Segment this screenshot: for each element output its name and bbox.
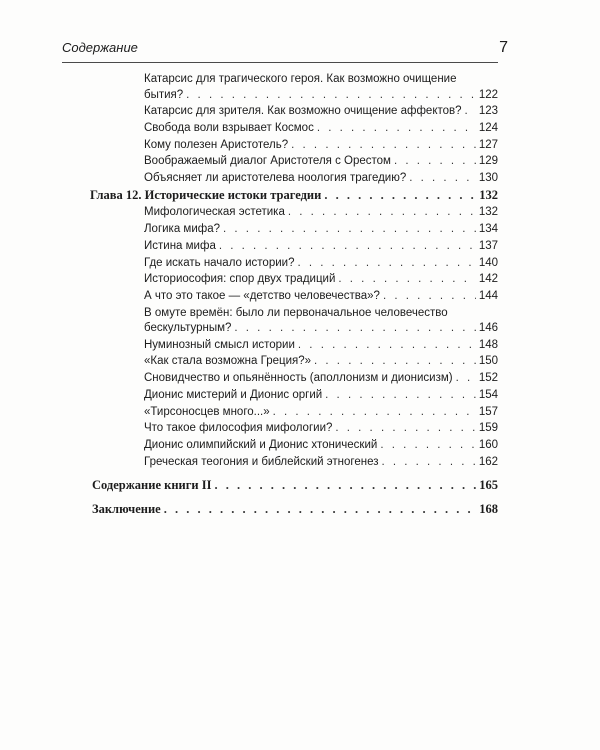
- toc-entry-title: Мифологическая эстетика: [144, 206, 285, 219]
- toc-entry-page: 157: [478, 405, 498, 418]
- toc-entry-page: 162: [478, 455, 498, 468]
- toc-entry-page: 165: [479, 478, 498, 493]
- running-title: Содержание: [62, 40, 138, 55]
- toc-entry-page: 123: [478, 105, 498, 118]
- dot-leader: [214, 478, 476, 494]
- toc-chapter-entry: [90, 188, 498, 204]
- toc-entry: [144, 306, 498, 337]
- table-of-contents: [90, 72, 498, 520]
- toc-entry: [144, 438, 498, 454]
- toc-entry: [144, 239, 498, 255]
- toc-entry-title: Греческая теогония и библейский этногенез: [144, 455, 379, 468]
- toc-entry: [144, 154, 498, 170]
- toc-entry: [144, 289, 498, 305]
- toc-entry-page: 150: [478, 355, 498, 368]
- toc-entry: [144, 256, 498, 272]
- toc-entry-title: Дионис мистерий и Дионис оргий: [144, 388, 323, 401]
- toc-entry-page: 142: [478, 273, 498, 286]
- toc-entry-title: Что такое философия мифологии?: [144, 422, 333, 435]
- toc-entry-title: «Тирсоносцев много...»: [144, 405, 270, 418]
- toc-entry: [144, 205, 498, 221]
- toc-entry-page: 146: [478, 322, 498, 335]
- toc-entry-title: Кому полезен Аристотель?: [144, 138, 289, 151]
- toc-section-entry: [92, 478, 498, 494]
- toc-entry-title: Сновидчество и опьянённость (аполлонизм и дионисизм): [144, 372, 453, 385]
- toc-entry-title: Логика мифа?: [144, 223, 221, 236]
- toc-entry-title: Историософия: спор двух традиций: [144, 273, 336, 286]
- toc-entry-title: Катарсис для зрителя. Как возможно очищение аффектов?: [144, 105, 462, 118]
- toc-entry-page: 132: [478, 206, 498, 219]
- toc-entry-page: 144: [478, 289, 498, 302]
- toc-entry-page: 127: [478, 138, 498, 151]
- toc-entry-title: Нуминозный смысл истории: [144, 338, 295, 351]
- toc-entry-title: «Как стала возможна Греция?»: [144, 355, 312, 368]
- toc-entry-title: Свобода воли взрывает Космос: [144, 121, 314, 134]
- dot-leader: [456, 371, 476, 387]
- toc-entry-page: 122: [478, 88, 498, 101]
- header-rule: [62, 62, 498, 63]
- dot-leader: [317, 121, 476, 137]
- toc-entry-page: 134: [478, 223, 498, 236]
- dot-leader: [383, 289, 476, 305]
- toc-entry: [144, 338, 498, 354]
- toc-entry: [144, 72, 498, 103]
- toc-entry-page: 159: [478, 422, 498, 435]
- dot-leader: [298, 338, 476, 354]
- toc-entry-page: 140: [478, 256, 498, 269]
- toc-entry-page: 132: [479, 188, 498, 203]
- toc-entry: [144, 354, 498, 370]
- toc-entry-title: Глава 12. Исторические истоки трагедии: [90, 188, 322, 203]
- toc-entry-page: 168: [479, 501, 498, 516]
- dot-leader: [297, 256, 475, 272]
- toc-entry-page: 154: [478, 388, 498, 401]
- dot-leader: [223, 222, 476, 238]
- toc-entry-title: Объясняет ли аристотелева ноология трагедию?: [144, 171, 407, 184]
- dot-leader: [380, 438, 476, 454]
- toc-entry-title: Заключение: [92, 501, 161, 516]
- dot-leader: [338, 272, 475, 288]
- dot-leader: [219, 239, 476, 255]
- toc-entry-title: Где искать начало истории?: [144, 256, 295, 269]
- dot-leader: [288, 205, 476, 221]
- toc-entry: [144, 121, 498, 137]
- toc-entry: [144, 272, 498, 288]
- dot-leader: [273, 405, 476, 421]
- page-header: [62, 39, 508, 56]
- toc-section-entry: [92, 502, 498, 518]
- toc-entry-title: Дионис олимпийский и Дионис хтонический: [144, 438, 378, 451]
- toc-entry-title-line1: Катарсис для трагического героя. Как возможно очищение: [144, 73, 457, 85]
- toc-entry-page: 148: [478, 338, 498, 351]
- toc-entry-page: 130: [478, 171, 498, 184]
- dot-leader: [394, 154, 476, 170]
- dot-leader: [164, 502, 477, 518]
- toc-entry: [144, 421, 498, 437]
- dot-leader: [324, 188, 476, 204]
- toc-entry: [144, 104, 498, 120]
- dot-leader: [314, 354, 476, 370]
- toc-entry: [144, 405, 498, 421]
- dot-leader: [234, 321, 475, 337]
- dot-leader: [409, 171, 476, 187]
- toc-entry: [144, 388, 498, 404]
- page-number: 7: [499, 39, 508, 56]
- dot-leader: [186, 88, 476, 104]
- toc-entry-title-line1: В омуте времён: было ли первоначальное человечество: [144, 306, 448, 319]
- toc-entry: [144, 222, 498, 238]
- dot-leader: [465, 104, 476, 120]
- toc-entry: [144, 455, 498, 471]
- dot-leader: [325, 388, 476, 404]
- toc-entry-title: Воображаемый диалог Аристотеля с Орестом: [144, 155, 391, 168]
- toc-entry-title: А что это такое — «детство человечества»?: [144, 289, 380, 302]
- toc-entry: [144, 171, 498, 187]
- toc-entry-title: Содержание книги II: [92, 478, 212, 493]
- toc-entry-page: 160: [478, 438, 498, 451]
- toc-entry: [144, 138, 498, 154]
- toc-entry: [144, 371, 498, 387]
- toc-entry-page: 129: [478, 155, 498, 168]
- toc-entry-title: Истина мифа: [144, 239, 216, 252]
- dot-leader: [335, 421, 475, 437]
- toc-entry-page: 137: [478, 239, 498, 252]
- toc-entry-page: 124: [478, 121, 498, 134]
- dot-leader: [381, 455, 475, 471]
- dot-leader: [291, 138, 476, 154]
- toc-entry-title: бескультурным?: [144, 322, 232, 335]
- toc-entry-page: 152: [478, 372, 498, 385]
- toc-entry-title: бытия?: [144, 88, 184, 101]
